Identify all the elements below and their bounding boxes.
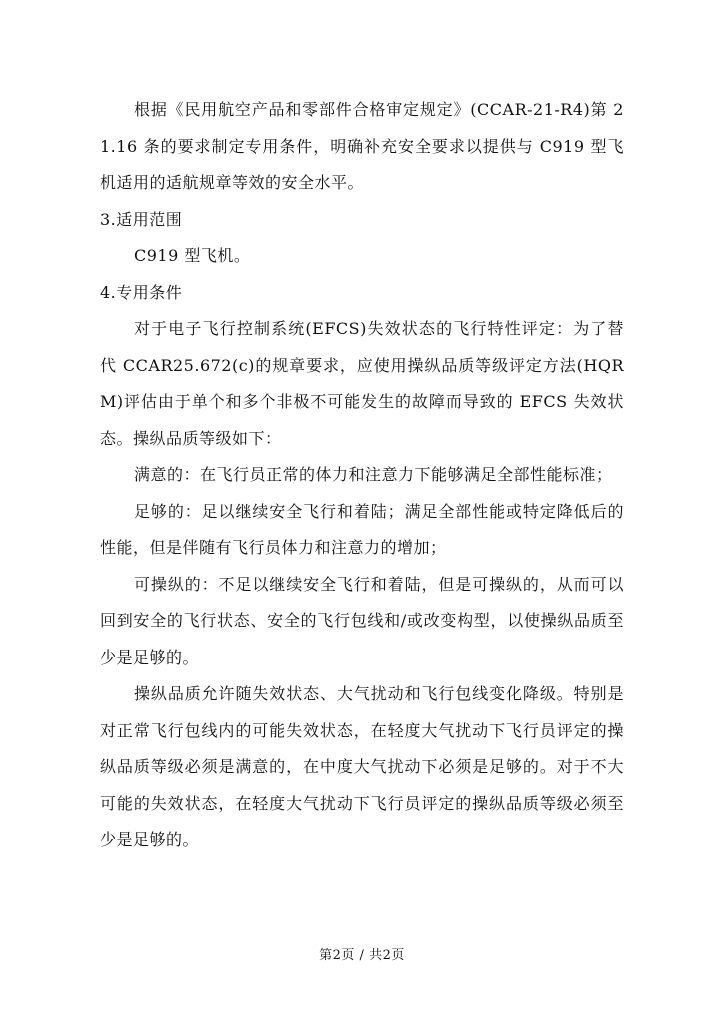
paragraph-efcs-evaluation: 对于电子飞行控制系统(EFCS)失效状态的飞行特性评定：为了替代 CCAR25.672(c)的规章要求，应使用操纵品质等级评定方法(HQRM)评估由于单个和多个非极不可能发生的故障而导致的 EFCS 失效状态。操纵品质等级如下： — [100, 319, 624, 448]
section-heading-special-conditions: 4.专用条件 — [100, 282, 183, 302]
paragraph-regulation-basis: 根据《民用航空产品和零部件合格审定规定》(CCAR-21-R4)第 21.16 条的要求制定专用条件，明确补充安全要求以提供与 C919 型飞机适用的适航规章等效的安全水平。 — [100, 100, 624, 192]
paragraph-adequate: 足够的：足以继续安全飞行和着陆；满足全部性能或特定降低后的性能，但是伴随有飞行员体力和注意力的增加； — [100, 501, 624, 557]
paragraph-satisfactory: 满意的：在飞行员正常的体力和注意力下能够满足全部性能标准； — [134, 465, 613, 484]
section-heading-scope: 3.适用范围 — [100, 209, 183, 229]
document-body — [100, 92, 624, 859]
paragraph-controllable: 可操纵的：不足以继续安全飞行和着陆，但是可操纵的，从而可以回到安全的飞行状态、安全的飞行包线和/或改变构型，以使操纵品质至少是足够的。 — [100, 574, 624, 667]
paragraph-applicable-aircraft: C919 型飞机。 — [134, 246, 251, 265]
page-number-footer: 第2页 / 共2页 — [319, 948, 405, 963]
paragraph-degradation: 操纵品质允许随失效状态、大气扰动和飞行包线变化降级。特别是对正常飞行包线内的可能失效状态，在轻度大气扰动下飞行员评定的操纵品质等级必须是满意的，在中度大气扰动下必须是足够的。对于不大可能的失效状态，在轻度大气扰动下飞行员评定的操纵品质等级必须至少是足够的。 — [100, 684, 624, 849]
